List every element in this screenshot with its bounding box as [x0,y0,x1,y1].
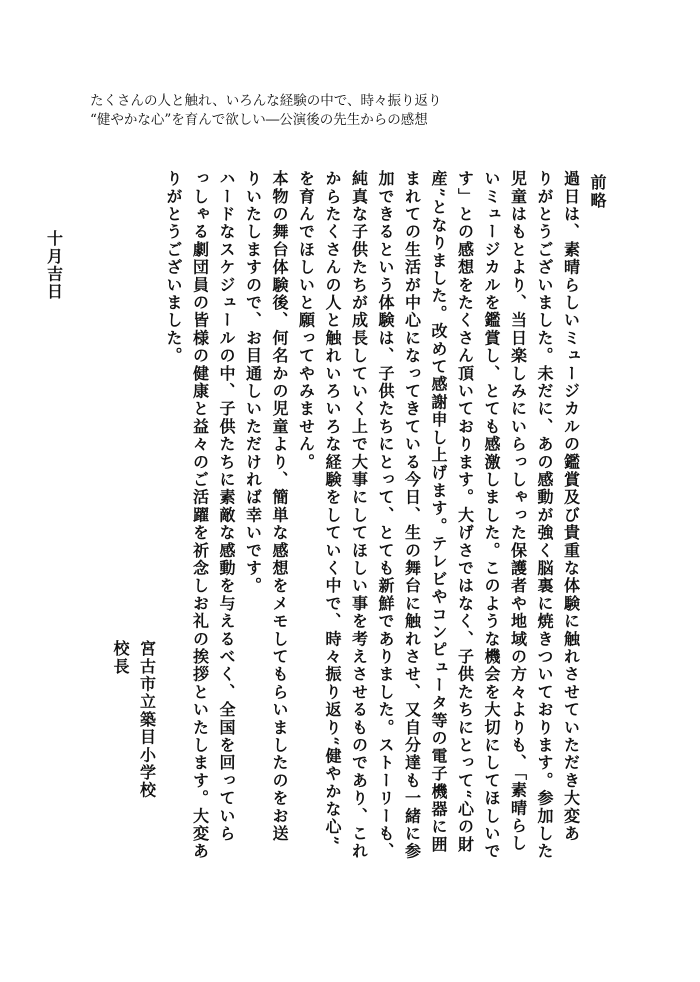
letter-line: 本物の舞台体験後、何名かの児童より、簡単な感想をメモしてもらいましたのをお送 [270,170,289,843]
letter-line: いミュージカルを鑑賞し、とても感激しました。このような機会を大切にしてほしいで [482,170,501,861]
letter-line: りがとうございました。未だに、あの感動が強く脳裏に焼きついております。参加した [535,170,554,861]
header-line-2: “健やかな心”を育んで欲しい―公演後の先生からの感想 [90,112,428,128]
letter-line: 過日は、素晴らしいミュージカルの鑑賞及び貴重な体験に触れさせていただき大変あ [561,170,581,843]
letter-body [44,170,610,861]
letter-date: 十月吉日 [44,230,64,301]
header-line-1: たくさんの人と触れ、いろんな経験の中で、時々振り返り [90,93,442,109]
principal-title-text: 校長 [111,640,130,676]
letter-line: 純真な子供たちが成長していく上で大事にしてほしい事を考えさせるものであり、これ [349,170,369,861]
letter-line: っしゃる劇団員の皆様の健康と益々のご活躍を祈念しお礼の挨拶といたします。大変あ [190,170,210,861]
letter-line: ハードなスケジュールの中、子供たちに素敵な感動を与えるべく、全国を回っていら [217,170,236,843]
letter-greeting: 前略 [588,174,607,210]
letter-line: を育んでほしいと願ってやみません。 [296,170,316,471]
letter-line: 加できるという体験は、子供たちにとって、とても新鮮でありました。ストーリーも、 [376,170,395,861]
letter-line: す」との感想をたくさん頂いております。大げさではなく、子供たちにとって“心の財 [455,170,475,854]
redacted-name [110,675,130,755]
letter-line: 児童はもとより、当日楽しみにいらっしゃった保護者や地域の方々よりも、「素晴らし [508,170,528,853]
letter-line: りいたしますので、お目通しいただければ幸いです。 [243,170,263,595]
letter-line: まれての生活が中心になってきている今日、生の舞台に触れさせ、又自分達も一緒に参 [402,170,422,861]
letter-line: りがとうございました。 [164,170,183,365]
document-header [90,92,650,130]
school-name: 宮古市立築目小学校 [137,640,157,800]
letter-line: 産”となりました。改めて感謝申し上げます。テレビやコンピュータ等の電子機器に囲 [429,170,448,854]
letter-line: からたくさんの人と触れいろいろな経験をしていく中で、時々振り返り“健やかな心” [323,170,342,847]
principal-title [107,170,134,860]
